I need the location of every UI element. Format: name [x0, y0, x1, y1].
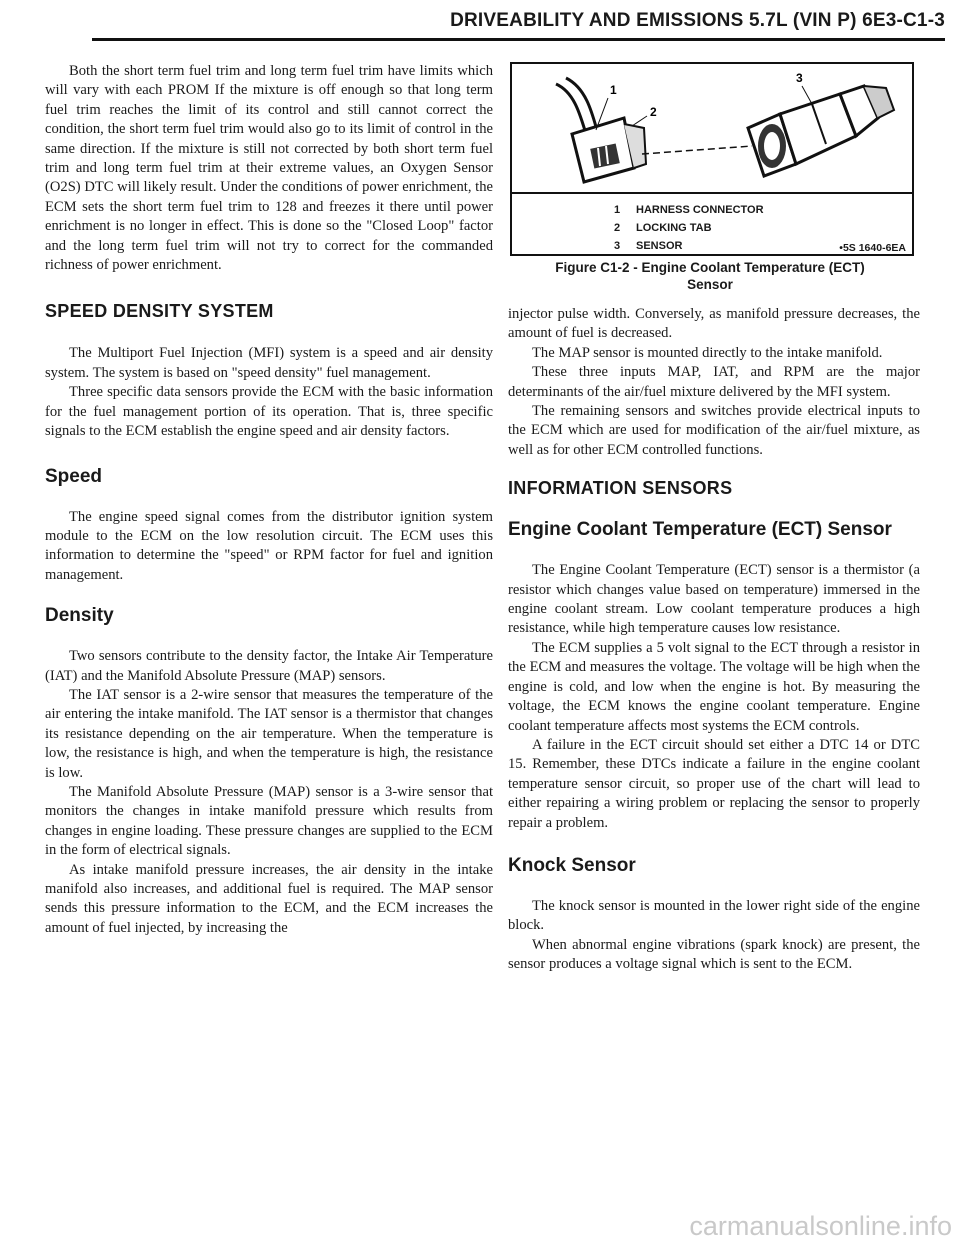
- right-paragraph-1: injector pulse width. Conversely, as manifold pressure decreases, the amount of fuel is decreased.: [508, 306, 920, 342]
- ect-paragraph-1: The Engine Coolant Temperature (ECT) sensor is a thermistor (a resistor which changes value based on temperature) immersed in the engine coolant stream. Low coolant temperature produces a high resistance, while high temperature causes low resistance.: [508, 562, 920, 637]
- right-paragraph-4: The remaining sensors and switches provide electrical inputs to the ECM which are used for modification of the air/fuel mixture, as well as for other ECM controlled functions.: [508, 403, 920, 458]
- legend-item: [614, 204, 764, 216]
- right-paragraph-2: The MAP sensor is mounted directly to the intake manifold.: [532, 344, 883, 361]
- right-column: [508, 62, 920, 975]
- left-column: [45, 62, 493, 938]
- speed-heading: Speed: [45, 465, 103, 487]
- figure-caption-line-1: Figure C1-2 - Engine Coolant Temperature (ECT): [555, 260, 865, 275]
- figure-code: •5S 1640-6EA: [839, 242, 906, 254]
- legend-item: [614, 240, 682, 252]
- ect-paragraph-2: The ECM supplies a 5 volt signal to the ECT through a resistor in the ECM and measures the voltage. The voltage will be high when the engine is cold, and low when the engine is hot. By measuring the voltage, the ECM knows the engine coolant temperature. Engine coolant temperature affects most systems the ECM controls.: [508, 639, 920, 734]
- ect-sensor-heading: Engine Coolant Temperature (ECT) Sensor: [508, 519, 892, 541]
- legend-number: 1: [614, 204, 621, 216]
- legend-item: [614, 222, 712, 234]
- intro-paragraph: Both the short term fuel trim and long term fuel trim have limits which will vary with each PROM If the mixture is off enough so that long term fuel trim reaches the limit of its control and still cannot correct the condition, the short term fuel trim would also go to its limit of control in the same direction. If the mixture is still not corrected by both short term fuel trim and long term fuel trim at their extreme values, an Oxygen Sensor (O2S) DTC will likely result. Under the conditions of power enrichment, the ECM sets the short term fuel trim to 128 and freezes it there until power enrichment is no longer in effect. This is done so the "Closed Loop" factor and the long term fuel trim will not try to correct for the commanded richness of power enrichment.: [45, 63, 493, 274]
- callout-1: 1: [610, 83, 617, 97]
- knock-sensor-heading: Knock Sensor: [508, 854, 636, 876]
- density-paragraph-1: Two sensors contribute to the density factor, the Intake Air Temperature (IAT) and the Manifold Absolute Pressure (MAP) sensors.: [45, 648, 493, 684]
- legend-number: 3: [614, 240, 621, 252]
- knock-paragraph-1: The knock sensor is mounted in the lower right side of the engine block.: [508, 897, 920, 934]
- page-header: DRIVEABILITY AND EMISSIONS 5.7L (VIN P) 6E3-C1-3: [450, 10, 945, 31]
- legend-label: SENSOR: [636, 240, 683, 252]
- callout-2: 2: [650, 105, 657, 119]
- figure-caption: [508, 259, 912, 293]
- ect-sensor-figure: [510, 62, 914, 256]
- density-paragraph-3: The Manifold Absolute Pressure (MAP) sensor is a 3-wire sensor that monitors the changes in intake manifold pressure which results from changes in engine loading. These pressure changes are supplied to the ECM in the form of electrical signals.: [45, 783, 493, 859]
- ect-paragraph-3: A failure in the ECT circuit should set either a DTC 14 or DTC 15. Remember, these DTCs indicate a failure in the engine coolant temperature sensor circuit, so proper use of the chart will lead to either repairing a wiring problem or replacing the sensor to properly repair a problem.: [508, 736, 920, 831]
- speed-density-paragraph-1: The Multiport Fuel Injection (MFI) system is a speed and air density system. The system is based on "speed density" fuel management.: [45, 345, 493, 381]
- legend-label: HARNESS CONNECTOR: [636, 204, 764, 216]
- information-sensors-heading: INFORMATION SENSORS: [508, 478, 733, 499]
- speed-paragraph: The engine speed signal comes from the distributor ignition system module to the ECM on the low resolution circuit. The ECM uses this information to determine the "speed" or RPM factor for fuel and ignition management.: [45, 508, 493, 583]
- right-paragraph-3: These three inputs MAP, IAT, and RPM are the major determinants of the air/fuel mixture delivered by the MFI system.: [508, 364, 920, 400]
- density-paragraph-4: As intake manifold pressure increases, the air density in the intake manifold also increases, and additional fuel is required. The MAP sensor sends this pressure information to the ECM, and the ECM increases the amount of fuel injected, by increasing the: [45, 861, 493, 936]
- density-paragraph-2: The IAT sensor is a 2-wire sensor that measures the temperature of the air entering the intake manifold. The IAT sensor is a thermistor that changes its resistance depending on the air temperature. When the temperature is low, the resistance is high, and when the temperature is high, the resistance is low.: [45, 686, 493, 781]
- speed-density-paragraph-2: Three specific data sensors provide the ECM with the basic information for the fuel management portion of its operation. That is, three specific signals to the ECM establish the engine speed and air density factors.: [45, 384, 493, 440]
- knock-paragraph-2: When abnormal engine vibrations (spark knock) are present, the sensor produces a voltage signal which is sent to the ECM.: [508, 936, 920, 973]
- header-rule: [92, 38, 945, 41]
- density-heading: Density: [45, 605, 114, 627]
- figure-legend: [512, 192, 912, 256]
- callout-3: 3: [796, 71, 803, 85]
- site-watermark: carmanualsonline.info: [689, 1211, 952, 1241]
- legend-number: 2: [614, 222, 621, 234]
- figure-caption-line-2: Sensor: [687, 277, 733, 292]
- legend-label: LOCKING TAB: [636, 222, 712, 234]
- ect-sensor-illustration: [512, 64, 912, 192]
- speed-density-heading: SPEED DENSITY SYSTEM: [45, 301, 274, 322]
